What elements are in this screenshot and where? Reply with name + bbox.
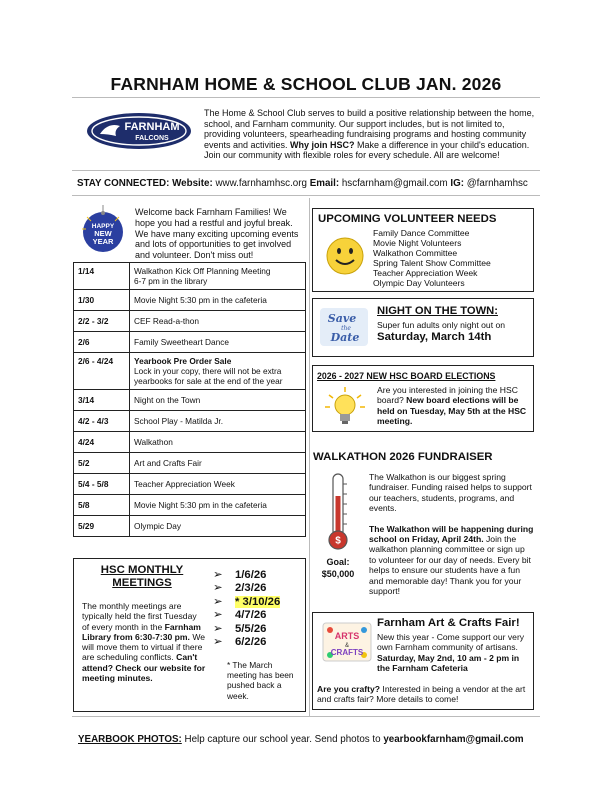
- stay-connected-line: STAY CONNECTED: Website: www.farnhamhsc.org Email: hscfarnham@gmail.com IG: @farnhamhsc: [77, 178, 528, 189]
- meeting-date-item: [213, 569, 280, 582]
- calendar-event-title: School Play - Matilda Jr.: [134, 416, 223, 426]
- calendar-date: 5/4 - 5/8: [74, 474, 130, 495]
- calendar-event-detail: Lock in your copy, there will not be extra yearbooks for sale at the end of the year: [134, 366, 283, 386]
- calendar-event-title: Walkathon Kick Off Planning Meeting: [134, 266, 271, 276]
- meeting-date-item: [213, 596, 280, 609]
- volunteer-item: Walkathon Committee: [373, 248, 458, 258]
- crafts-vendor-text: Are you crafty? Interested in being a vendor at the art and crafts fair? More details to come!: [317, 684, 526, 705]
- calendar-event: [130, 263, 306, 290]
- thermometer-icon: [323, 472, 353, 552]
- meeting-date: 1/6/26: [235, 569, 267, 581]
- calendar-row: [74, 516, 306, 537]
- crafts-badge-line2: CRAFTS: [330, 648, 364, 657]
- crafts-badge-line1: ARTS: [334, 631, 360, 641]
- logo-text-line1: FARNHAM: [124, 121, 180, 133]
- calendar-date: 5/8: [74, 495, 130, 516]
- calendar-event-title: Yearbook Pre Order Sale: [134, 356, 232, 366]
- calendar-event-title: Art and Crafts Fair: [134, 458, 202, 468]
- meetings-description: The monthly meetings are typically held the first Tuesday of every month in the Farnham Library from 6:30-7:30 pm. We will move them to virtual if there are scheduling conflicts. Can't attend? Check our website for meeting minutes.: [82, 601, 206, 684]
- meeting-date: 5/5/26: [235, 622, 267, 635]
- walkathon-title: WALKATHON 2026 FUNDRAISER: [313, 451, 493, 463]
- calendar-row: [74, 453, 306, 474]
- calendar-event: [130, 474, 306, 495]
- calendar-row: [74, 332, 306, 353]
- volunteer-item: Movie Night Volunteers: [373, 238, 462, 248]
- badge-date: Date: [330, 331, 360, 344]
- calendar-event: [130, 453, 306, 474]
- calendar-row: [74, 474, 306, 495]
- footer-divider: [72, 716, 540, 717]
- calendar-event: [130, 332, 306, 353]
- intro-paragraph: The Home & School Club serves to build a positive relationship between the home, school, and Farnham community. Our support includes, but is not limited to, providing volunteers, spearheading fundraising programs and hosting community events and activities. Why join HSC? Make a difference in your child's education. Join our community with flexible roles for every schedule. All are welcome!: [204, 108, 535, 161]
- arrow-icon: ➢: [213, 609, 223, 622]
- instagram-link[interactable]: @farnhamhsc: [466, 178, 528, 189]
- calendar-event-title: Teacher Appreciation Week: [134, 479, 235, 489]
- calendar-event: [130, 495, 306, 516]
- calendar-date: 4/2 - 4/3: [74, 411, 130, 432]
- meeting-dates-list: [213, 569, 280, 649]
- calendar-event-title: CEF Read-a-thon: [134, 316, 200, 326]
- calendar-row: [74, 263, 306, 290]
- calendar-date: 1/14: [74, 263, 130, 290]
- calendar-event: [130, 390, 306, 411]
- night-text: Super fun adults only night out on: [377, 320, 506, 330]
- calendar-row: [74, 290, 306, 311]
- stay-divider-top: [72, 170, 540, 171]
- calendar-event: [130, 411, 306, 432]
- events-calendar-table: [73, 262, 306, 537]
- thermometer-dollar: $: [335, 535, 341, 547]
- yearbook-email-link[interactable]: yearbookfarnham@gmail.com: [383, 734, 524, 745]
- night-date: Saturday, March 14th: [377, 331, 492, 343]
- lightbulb-icon: [323, 385, 367, 427]
- meeting-date-item: [213, 623, 280, 636]
- meeting-date: 6/2/26: [235, 636, 267, 649]
- calendar-date: 2/6: [74, 332, 130, 353]
- night-title: NIGHT ON THE TOWN:: [377, 305, 498, 317]
- crafts-text: New this year - Come support our very own Farnham community of artisans. Saturday, May 2nd, 10 am - 2 pm in the Farnham Cafeteria: [377, 632, 525, 673]
- volunteer-item: Teacher Appreciation Week: [373, 268, 478, 278]
- badge-line2: NEW: [94, 229, 112, 238]
- farnham-falcons-logo: [86, 112, 192, 150]
- calendar-row: [74, 495, 306, 516]
- meeting-date: 2/3/26: [235, 582, 267, 595]
- calendar-event: [130, 290, 306, 311]
- calendar-row: [74, 432, 306, 453]
- calendar-event-title: Walkathon: [134, 437, 173, 447]
- calendar-row: [74, 311, 306, 332]
- badge-line1: HAPPY: [91, 223, 115, 230]
- title-divider: [72, 97, 540, 98]
- calendar-row: [74, 411, 306, 432]
- calendar-date: 5/29: [74, 516, 130, 537]
- arrow-icon: ➢: [213, 636, 223, 649]
- website-link[interactable]: www.farnhamhsc.org: [215, 178, 307, 189]
- calendar-date: 3/14: [74, 390, 130, 411]
- calendar-date: 2/6 - 4/24: [74, 353, 130, 390]
- meetings-note: * The March meeting has been pushed back a week.: [227, 660, 294, 701]
- meeting-date-item: [213, 582, 280, 595]
- badge-line3: YEAR: [92, 237, 114, 246]
- calendar-event: [130, 432, 306, 453]
- volunteer-item: Spring Talent Show Committee: [373, 258, 491, 268]
- calendar-event-title: Movie Night 5:30 pm in the cafeteria: [134, 295, 267, 305]
- calendar-date: 2/2 - 3/2: [74, 311, 130, 332]
- meeting-date-item: [213, 609, 280, 622]
- column-divider: [309, 198, 310, 716]
- meeting-date: * 3/10/26: [235, 595, 281, 608]
- page-title: FARNHAM HOME & SCHOOL CLUB JAN. 2026: [110, 74, 502, 94]
- happy-new-year-icon: [78, 203, 128, 255]
- calendar-date: 5/2: [74, 453, 130, 474]
- smiley-icon: [325, 236, 365, 276]
- arts-crafts-icon: [322, 622, 372, 662]
- elections-text: Are you interested in joining the HSC board? New board elections will be held on Tuesday, May 5th at the HSC meeting.: [377, 385, 527, 426]
- calendar-event: [130, 516, 306, 537]
- volunteer-list: [373, 228, 491, 288]
- volunteer-item: Family Dance Committee: [373, 228, 470, 238]
- crafts-badge-amp: &: [344, 643, 350, 649]
- walkathon-text: The Walkathon is our biggest spring fundraiser. Funding raised helps to support our teachers, students, programs, and events. The Walkathon will be happening during school on Friday, April 24th. Join the walkathon planning committee or sign up to volunteer for our day of needs. Every bit helps to ensure our students have a fun and memorable day! Thank you for your support!: [369, 472, 534, 597]
- calendar-date: 1/30: [74, 290, 130, 311]
- crafts-title: Farnham Art & Crafts Fair!: [377, 617, 520, 629]
- elections-title: 2026 - 2027 NEW HSC BOARD ELECTIONS: [317, 371, 496, 381]
- badge-the: the: [341, 325, 351, 332]
- save-the-date-icon: [318, 306, 370, 348]
- yearbook-footer: YEARBOOK PHOTOS: Help capture our school year. Send photos to yearbookfarnham@gmail.com: [78, 734, 524, 745]
- calendar-event: [130, 311, 306, 332]
- calendar-event-title: Night on the Town: [134, 395, 201, 405]
- calendar-event: [130, 353, 306, 390]
- meeting-date-item: [213, 636, 280, 649]
- walkathon-goal: Goal: $50,000: [321, 557, 355, 579]
- volunteer-item: Olympic Day Volunteers: [373, 278, 465, 288]
- meetings-title: HSC MONTHLY MEETINGS: [100, 564, 184, 589]
- calendar-event-title: Olympic Day: [134, 521, 182, 531]
- calendar-event-title: Family Sweetheart Dance: [134, 337, 229, 347]
- stay-divider-bottom: [72, 195, 540, 196]
- calendar-event-title: Movie Night 5:30 pm in the cafeteria: [134, 500, 267, 510]
- calendar-event-detail: 6-7 pm in the library: [134, 276, 208, 286]
- arrow-icon: ➢: [213, 569, 223, 581]
- logo-text-line2: FALCONS: [135, 135, 169, 142]
- volunteer-title: UPCOMING VOLUNTEER NEEDS: [318, 213, 497, 225]
- meeting-date: 4/7/26: [235, 609, 267, 622]
- email-link[interactable]: hscfarnham@gmail.com: [341, 178, 448, 189]
- arrow-icon: ➢: [213, 622, 223, 635]
- arrow-icon: ➢: [213, 595, 223, 608]
- welcome-message: Welcome back Farnham Families! We hope you had a restful and joyful break. We have many exciting upcoming events and lots of opportunities to get involved and volunteer. Don't miss out!: [135, 207, 299, 261]
- badge-save: Save: [327, 312, 357, 325]
- calendar-date: 4/24: [74, 432, 130, 453]
- calendar-row: [74, 353, 306, 390]
- arrow-icon: ➢: [213, 582, 223, 595]
- calendar-row: [74, 390, 306, 411]
